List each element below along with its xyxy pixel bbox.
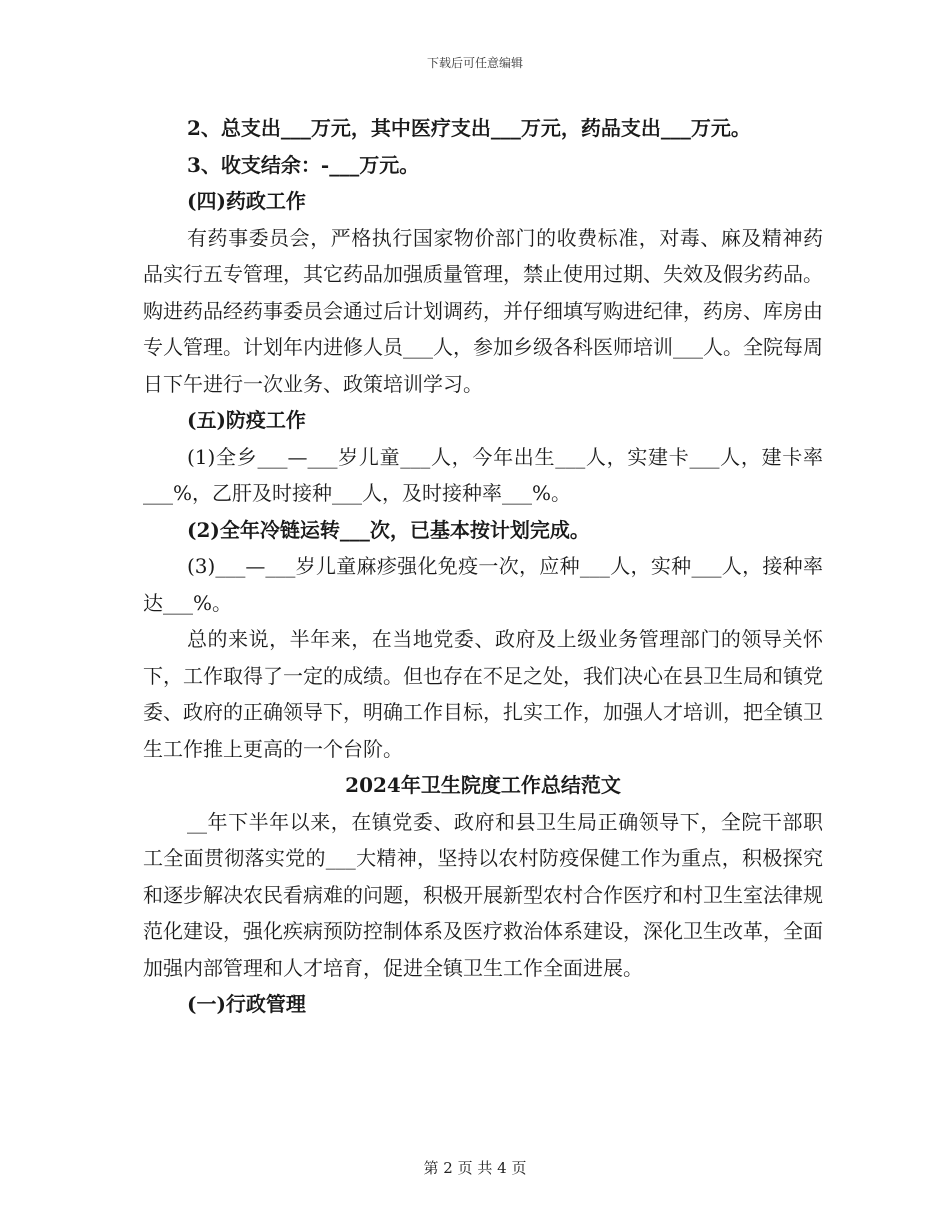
heading-administration: (一)行政管理	[187, 992, 306, 1016]
page-header: 下载后可任意编辑	[426, 56, 523, 70]
paragraph-measles-immunization: (3)___—___岁儿童麻疹强化免疫一次，应种___人，实种___人，接种率达___%。	[143, 554, 823, 615]
section-title: 2024年卫生院度工作总结范文	[345, 773, 621, 797]
paragraph-summary: 总的来说，半年来，在当地党委、政府及上级业务管理部门的领导关怀下，工作取得了一定的成绩。但也存在不足之处，我们决心在县卫生局和镇党委、政府的正确领导下，明确工作目标，扎实工作，加强人才培训，把全镇卫生工作推上更高的一个台阶。	[143, 627, 823, 761]
paragraph-intro: __年下半年以来，在镇党委、政府和县卫生局正确领导下，全院干部职工全面贯彻落实党的___大精神，坚持以农村防疫保健工作为重点，积极探究和逐步解决农民看病难的问题，积极开展新型农村合作医疗和村卫生室法律规范化建设，强化疾病预防控制体系及医疗救治体系建设，深化卫生改革，全面加强内部管理和人才培育，促进全镇卫生工作全面进展。	[143, 809, 823, 980]
page-footer: 第 2 页 共 4 页	[423, 1159, 527, 1177]
paragraph-total-expense: 2、总支出___万元，其中医疗支出___万元，药品支出___万元。	[187, 116, 751, 140]
paragraph-cold-chain: (2)全年冷链运转___次，已基本按计划完成。	[187, 517, 590, 542]
paragraph-vaccination-1: (1)全乡___—___岁儿童___人，今年出生___人，实建卡___人，建卡率___%，乙肝及时接种___人，及时接种率___%。	[143, 444, 823, 505]
paragraph-pharmacy-work: 有药事委员会，严格执行国家物价部门的收费标准，对毒、麻及精神药品实行五专管理，其它药品加强质量管理，禁止使用过期、失效及假劣药品。购进药品经药事委员会通过后计划调药，并仔细填写购进纪律，药房、库房由专人管理。计划年内进修人员___人，参加乡级各科医师培训___人。全院每周日下午进行一次业务、政策培训学习。	[143, 225, 823, 396]
heading-pharmacy-work: (四)药政工作	[187, 189, 306, 213]
document-body	[143, 110, 823, 1023]
heading-epidemic-prevention: (五)防疫工作	[187, 408, 306, 432]
paragraph-balance: 3、收支结余：-___万元。	[187, 152, 420, 177]
